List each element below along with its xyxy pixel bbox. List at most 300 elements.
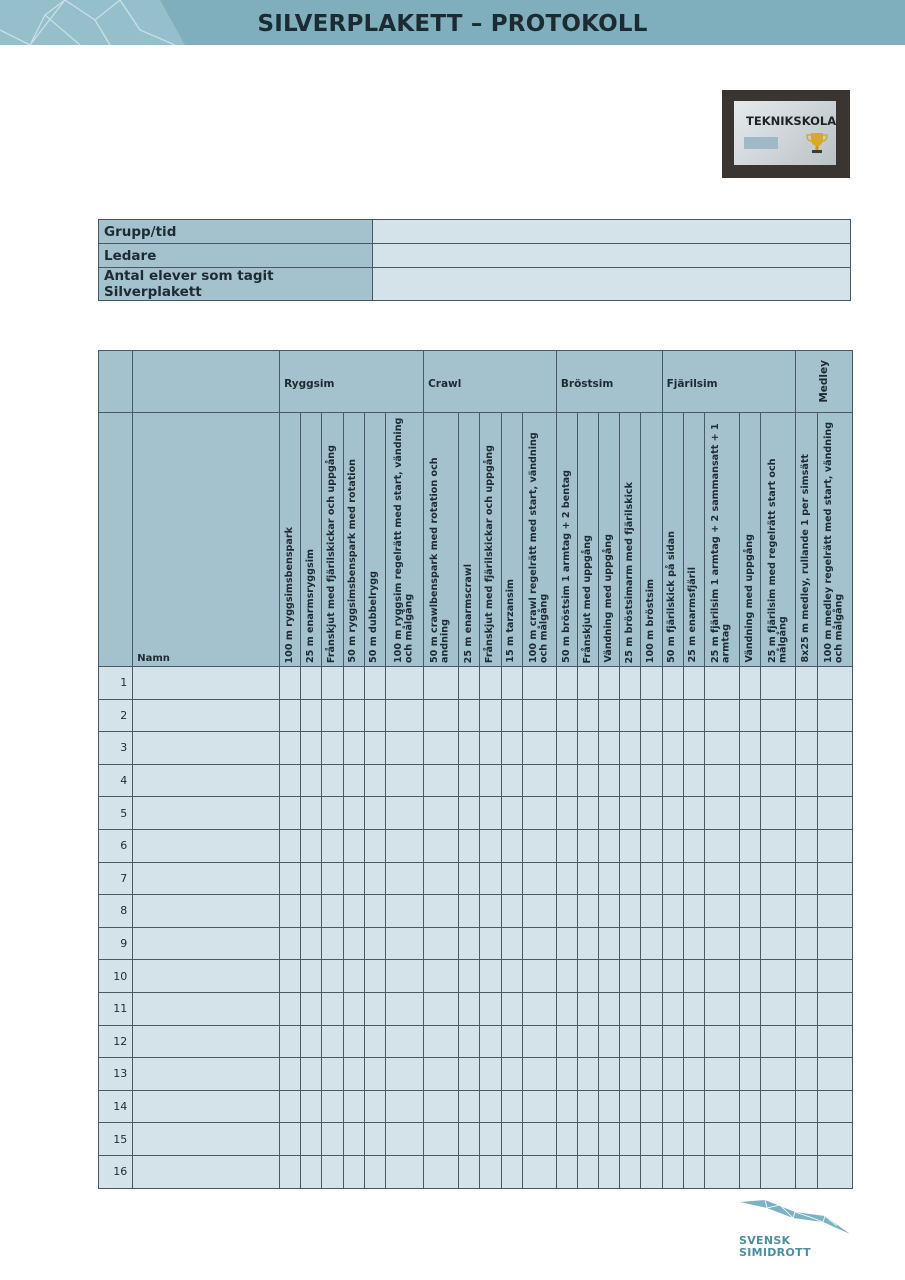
check-cell[interactable]: [385, 1090, 423, 1123]
check-cell[interactable]: [364, 1155, 385, 1188]
check-cell[interactable]: [459, 992, 480, 1025]
check-cell[interactable]: [280, 1123, 301, 1156]
check-cell[interactable]: [796, 992, 817, 1025]
check-cell[interactable]: [322, 829, 343, 862]
check-cell[interactable]: [620, 927, 641, 960]
check-cell[interactable]: [761, 960, 796, 993]
info-value-field[interactable]: [373, 244, 851, 268]
check-cell[interactable]: [817, 667, 852, 700]
check-cell[interactable]: [301, 667, 322, 700]
check-cell[interactable]: [704, 895, 739, 928]
check-cell[interactable]: [459, 1025, 480, 1058]
check-cell[interactable]: [480, 1155, 501, 1188]
check-cell[interactable]: [301, 1058, 322, 1091]
check-cell[interactable]: [817, 829, 852, 862]
check-cell[interactable]: [280, 862, 301, 895]
name-cell[interactable]: [133, 732, 280, 765]
check-cell[interactable]: [385, 895, 423, 928]
check-cell[interactable]: [480, 829, 501, 862]
check-cell[interactable]: [761, 992, 796, 1025]
check-cell[interactable]: [459, 1123, 480, 1156]
check-cell[interactable]: [501, 895, 522, 928]
check-cell[interactable]: [459, 667, 480, 700]
check-cell[interactable]: [301, 1155, 322, 1188]
check-cell[interactable]: [459, 699, 480, 732]
check-cell[interactable]: [480, 895, 501, 928]
check-cell[interactable]: [704, 1058, 739, 1091]
check-cell[interactable]: [301, 927, 322, 960]
check-cell[interactable]: [556, 960, 577, 993]
check-cell[interactable]: [280, 895, 301, 928]
check-cell[interactable]: [662, 1090, 683, 1123]
check-cell[interactable]: [424, 895, 459, 928]
check-cell[interactable]: [761, 1123, 796, 1156]
check-cell[interactable]: [683, 797, 704, 830]
check-cell[interactable]: [364, 927, 385, 960]
check-cell[interactable]: [641, 1058, 662, 1091]
check-cell[interactable]: [817, 1123, 852, 1156]
check-cell[interactable]: [817, 992, 852, 1025]
check-cell[interactable]: [501, 667, 522, 700]
check-cell[interactable]: [796, 667, 817, 700]
check-cell[interactable]: [556, 862, 577, 895]
check-cell[interactable]: [343, 1090, 364, 1123]
check-cell[interactable]: [620, 797, 641, 830]
check-cell[interactable]: [280, 699, 301, 732]
check-cell[interactable]: [480, 960, 501, 993]
check-cell[interactable]: [578, 862, 599, 895]
check-cell[interactable]: [683, 862, 704, 895]
check-cell[interactable]: [662, 862, 683, 895]
check-cell[interactable]: [522, 732, 556, 765]
check-cell[interactable]: [322, 764, 343, 797]
check-cell[interactable]: [796, 829, 817, 862]
check-cell[interactable]: [556, 895, 577, 928]
check-cell[interactable]: [501, 1025, 522, 1058]
check-cell[interactable]: [556, 667, 577, 700]
check-cell[interactable]: [761, 797, 796, 830]
name-cell[interactable]: [133, 927, 280, 960]
check-cell[interactable]: [480, 1123, 501, 1156]
check-cell[interactable]: [322, 667, 343, 700]
check-cell[interactable]: [662, 992, 683, 1025]
check-cell[interactable]: [740, 699, 761, 732]
check-cell[interactable]: [480, 862, 501, 895]
check-cell[interactable]: [480, 732, 501, 765]
check-cell[interactable]: [301, 764, 322, 797]
check-cell[interactable]: [796, 1155, 817, 1188]
check-cell[interactable]: [704, 1090, 739, 1123]
name-cell[interactable]: [133, 1155, 280, 1188]
check-cell[interactable]: [683, 992, 704, 1025]
check-cell[interactable]: [578, 992, 599, 1025]
check-cell[interactable]: [424, 797, 459, 830]
check-cell[interactable]: [459, 829, 480, 862]
check-cell[interactable]: [599, 732, 620, 765]
check-cell[interactable]: [280, 829, 301, 862]
check-cell[interactable]: [641, 764, 662, 797]
check-cell[interactable]: [704, 1025, 739, 1058]
check-cell[interactable]: [424, 960, 459, 993]
check-cell[interactable]: [662, 829, 683, 862]
check-cell[interactable]: [424, 992, 459, 1025]
check-cell[interactable]: [641, 992, 662, 1025]
check-cell[interactable]: [343, 1123, 364, 1156]
check-cell[interactable]: [556, 829, 577, 862]
check-cell[interactable]: [704, 699, 739, 732]
check-cell[interactable]: [740, 1025, 761, 1058]
check-cell[interactable]: [424, 862, 459, 895]
check-cell[interactable]: [322, 1123, 343, 1156]
check-cell[interactable]: [641, 829, 662, 862]
check-cell[interactable]: [385, 927, 423, 960]
check-cell[interactable]: [522, 1123, 556, 1156]
check-cell[interactable]: [662, 699, 683, 732]
check-cell[interactable]: [704, 667, 739, 700]
check-cell[interactable]: [385, 699, 423, 732]
check-cell[interactable]: [556, 1155, 577, 1188]
check-cell[interactable]: [761, 927, 796, 960]
check-cell[interactable]: [424, 732, 459, 765]
check-cell[interactable]: [364, 960, 385, 993]
check-cell[interactable]: [364, 1090, 385, 1123]
check-cell[interactable]: [343, 667, 364, 700]
check-cell[interactable]: [620, 829, 641, 862]
check-cell[interactable]: [556, 699, 577, 732]
check-cell[interactable]: [641, 895, 662, 928]
check-cell[interactable]: [817, 927, 852, 960]
check-cell[interactable]: [556, 927, 577, 960]
check-cell[interactable]: [280, 1025, 301, 1058]
check-cell[interactable]: [343, 1058, 364, 1091]
check-cell[interactable]: [301, 862, 322, 895]
check-cell[interactable]: [385, 829, 423, 862]
check-cell[interactable]: [459, 1090, 480, 1123]
check-cell[interactable]: [578, 797, 599, 830]
check-cell[interactable]: [704, 992, 739, 1025]
check-cell[interactable]: [501, 992, 522, 1025]
check-cell[interactable]: [599, 829, 620, 862]
check-cell[interactable]: [364, 1058, 385, 1091]
check-cell[interactable]: [599, 1090, 620, 1123]
check-cell[interactable]: [761, 1058, 796, 1091]
check-cell[interactable]: [385, 1123, 423, 1156]
check-cell[interactable]: [662, 764, 683, 797]
name-cell[interactable]: [133, 764, 280, 797]
check-cell[interactable]: [817, 960, 852, 993]
check-cell[interactable]: [578, 1155, 599, 1188]
check-cell[interactable]: [578, 732, 599, 765]
check-cell[interactable]: [796, 927, 817, 960]
check-cell[interactable]: [556, 732, 577, 765]
check-cell[interactable]: [556, 992, 577, 1025]
check-cell[interactable]: [343, 829, 364, 862]
check-cell[interactable]: [424, 764, 459, 797]
check-cell[interactable]: [796, 862, 817, 895]
check-cell[interactable]: [761, 1090, 796, 1123]
info-value-field[interactable]: [373, 220, 851, 244]
check-cell[interactable]: [641, 1155, 662, 1188]
check-cell[interactable]: [424, 1090, 459, 1123]
check-cell[interactable]: [364, 797, 385, 830]
check-cell[interactable]: [280, 1058, 301, 1091]
check-cell[interactable]: [480, 1025, 501, 1058]
check-cell[interactable]: [385, 1025, 423, 1058]
check-cell[interactable]: [364, 667, 385, 700]
check-cell[interactable]: [480, 699, 501, 732]
check-cell[interactable]: [704, 862, 739, 895]
check-cell[interactable]: [301, 1025, 322, 1058]
check-cell[interactable]: [522, 764, 556, 797]
check-cell[interactable]: [683, 927, 704, 960]
check-cell[interactable]: [704, 797, 739, 830]
check-cell[interactable]: [662, 927, 683, 960]
check-cell[interactable]: [480, 1090, 501, 1123]
check-cell[interactable]: [704, 960, 739, 993]
check-cell[interactable]: [480, 797, 501, 830]
check-cell[interactable]: [280, 797, 301, 830]
check-cell[interactable]: [641, 1025, 662, 1058]
check-cell[interactable]: [761, 699, 796, 732]
check-cell[interactable]: [740, 895, 761, 928]
check-cell[interactable]: [740, 1090, 761, 1123]
check-cell[interactable]: [740, 927, 761, 960]
check-cell[interactable]: [578, 1058, 599, 1091]
check-cell[interactable]: [761, 764, 796, 797]
check-cell[interactable]: [301, 1090, 322, 1123]
name-cell[interactable]: [133, 1058, 280, 1091]
check-cell[interactable]: [364, 895, 385, 928]
name-cell[interactable]: [133, 862, 280, 895]
check-cell[interactable]: [459, 797, 480, 830]
check-cell[interactable]: [683, 732, 704, 765]
name-cell[interactable]: [133, 1123, 280, 1156]
check-cell[interactable]: [817, 1025, 852, 1058]
check-cell[interactable]: [522, 797, 556, 830]
check-cell[interactable]: [385, 862, 423, 895]
check-cell[interactable]: [280, 667, 301, 700]
check-cell[interactable]: [322, 797, 343, 830]
check-cell[interactable]: [796, 895, 817, 928]
check-cell[interactable]: [620, 1090, 641, 1123]
check-cell[interactable]: [480, 667, 501, 700]
check-cell[interactable]: [556, 1058, 577, 1091]
check-cell[interactable]: [459, 1155, 480, 1188]
check-cell[interactable]: [641, 862, 662, 895]
check-cell[interactable]: [796, 699, 817, 732]
check-cell[interactable]: [322, 1155, 343, 1188]
check-cell[interactable]: [662, 1058, 683, 1091]
check-cell[interactable]: [501, 699, 522, 732]
name-cell[interactable]: [133, 895, 280, 928]
check-cell[interactable]: [620, 1155, 641, 1188]
check-cell[interactable]: [817, 895, 852, 928]
check-cell[interactable]: [578, 960, 599, 993]
check-cell[interactable]: [343, 960, 364, 993]
check-cell[interactable]: [556, 1025, 577, 1058]
check-cell[interactable]: [683, 764, 704, 797]
check-cell[interactable]: [620, 862, 641, 895]
check-cell[interactable]: [322, 1058, 343, 1091]
check-cell[interactable]: [740, 1058, 761, 1091]
check-cell[interactable]: [817, 797, 852, 830]
check-cell[interactable]: [459, 960, 480, 993]
check-cell[interactable]: [343, 764, 364, 797]
check-cell[interactable]: [796, 1058, 817, 1091]
check-cell[interactable]: [501, 927, 522, 960]
name-cell[interactable]: [133, 829, 280, 862]
check-cell[interactable]: [620, 699, 641, 732]
check-cell[interactable]: [641, 732, 662, 765]
check-cell[interactable]: [578, 699, 599, 732]
check-cell[interactable]: [740, 992, 761, 1025]
check-cell[interactable]: [683, 1090, 704, 1123]
check-cell[interactable]: [662, 667, 683, 700]
check-cell[interactable]: [364, 732, 385, 765]
check-cell[interactable]: [385, 732, 423, 765]
check-cell[interactable]: [599, 1155, 620, 1188]
check-cell[interactable]: [620, 667, 641, 700]
check-cell[interactable]: [641, 927, 662, 960]
check-cell[interactable]: [683, 1155, 704, 1188]
check-cell[interactable]: [599, 862, 620, 895]
check-cell[interactable]: [740, 862, 761, 895]
check-cell[interactable]: [343, 699, 364, 732]
name-cell[interactable]: [133, 667, 280, 700]
check-cell[interactable]: [501, 732, 522, 765]
check-cell[interactable]: [662, 1155, 683, 1188]
check-cell[interactable]: [480, 927, 501, 960]
check-cell[interactable]: [740, 960, 761, 993]
check-cell[interactable]: [796, 1090, 817, 1123]
check-cell[interactable]: [620, 960, 641, 993]
check-cell[interactable]: [522, 960, 556, 993]
check-cell[interactable]: [796, 732, 817, 765]
check-cell[interactable]: [501, 960, 522, 993]
check-cell[interactable]: [761, 829, 796, 862]
check-cell[interactable]: [301, 992, 322, 1025]
check-cell[interactable]: [662, 1025, 683, 1058]
check-cell[interactable]: [364, 699, 385, 732]
check-cell[interactable]: [480, 764, 501, 797]
check-cell[interactable]: [364, 862, 385, 895]
check-cell[interactable]: [522, 895, 556, 928]
check-cell[interactable]: [424, 1123, 459, 1156]
check-cell[interactable]: [662, 960, 683, 993]
check-cell[interactable]: [740, 764, 761, 797]
check-cell[interactable]: [578, 895, 599, 928]
check-cell[interactable]: [683, 1058, 704, 1091]
name-cell[interactable]: [133, 992, 280, 1025]
check-cell[interactable]: [322, 732, 343, 765]
check-cell[interactable]: [817, 764, 852, 797]
check-cell[interactable]: [662, 1123, 683, 1156]
check-cell[interactable]: [556, 1123, 577, 1156]
check-cell[interactable]: [599, 927, 620, 960]
check-cell[interactable]: [480, 1058, 501, 1091]
check-cell[interactable]: [322, 1090, 343, 1123]
check-cell[interactable]: [424, 1155, 459, 1188]
check-cell[interactable]: [796, 764, 817, 797]
check-cell[interactable]: [343, 732, 364, 765]
check-cell[interactable]: [683, 1025, 704, 1058]
check-cell[interactable]: [385, 667, 423, 700]
check-cell[interactable]: [641, 1123, 662, 1156]
check-cell[interactable]: [817, 1090, 852, 1123]
check-cell[interactable]: [662, 797, 683, 830]
check-cell[interactable]: [641, 1090, 662, 1123]
info-value-field[interactable]: [373, 268, 851, 301]
check-cell[interactable]: [761, 895, 796, 928]
check-cell[interactable]: [620, 895, 641, 928]
check-cell[interactable]: [641, 960, 662, 993]
check-cell[interactable]: [817, 1058, 852, 1091]
check-cell[interactable]: [343, 992, 364, 1025]
check-cell[interactable]: [501, 829, 522, 862]
check-cell[interactable]: [343, 927, 364, 960]
check-cell[interactable]: [280, 732, 301, 765]
check-cell[interactable]: [459, 895, 480, 928]
check-cell[interactable]: [322, 699, 343, 732]
check-cell[interactable]: [740, 829, 761, 862]
check-cell[interactable]: [740, 1123, 761, 1156]
check-cell[interactable]: [761, 667, 796, 700]
check-cell[interactable]: [459, 927, 480, 960]
check-cell[interactable]: [424, 1058, 459, 1091]
check-cell[interactable]: [620, 1058, 641, 1091]
check-cell[interactable]: [522, 699, 556, 732]
check-cell[interactable]: [761, 1025, 796, 1058]
check-cell[interactable]: [280, 764, 301, 797]
check-cell[interactable]: [322, 927, 343, 960]
check-cell[interactable]: [662, 895, 683, 928]
check-cell[interactable]: [620, 992, 641, 1025]
check-cell[interactable]: [578, 667, 599, 700]
check-cell[interactable]: [683, 1123, 704, 1156]
check-cell[interactable]: [641, 699, 662, 732]
name-cell[interactable]: [133, 1025, 280, 1058]
check-cell[interactable]: [301, 829, 322, 862]
name-cell[interactable]: [133, 699, 280, 732]
check-cell[interactable]: [501, 764, 522, 797]
check-cell[interactable]: [480, 992, 501, 1025]
check-cell[interactable]: [578, 829, 599, 862]
check-cell[interactable]: [556, 764, 577, 797]
check-cell[interactable]: [740, 1155, 761, 1188]
check-cell[interactable]: [322, 960, 343, 993]
check-cell[interactable]: [620, 764, 641, 797]
check-cell[interactable]: [322, 862, 343, 895]
check-cell[interactable]: [704, 1123, 739, 1156]
check-cell[interactable]: [424, 699, 459, 732]
check-cell[interactable]: [343, 895, 364, 928]
check-cell[interactable]: [740, 797, 761, 830]
check-cell[interactable]: [599, 699, 620, 732]
check-cell[interactable]: [578, 1123, 599, 1156]
check-cell[interactable]: [599, 667, 620, 700]
check-cell[interactable]: [280, 960, 301, 993]
check-cell[interactable]: [704, 829, 739, 862]
check-cell[interactable]: [501, 1058, 522, 1091]
check-cell[interactable]: [683, 960, 704, 993]
check-cell[interactable]: [599, 1123, 620, 1156]
check-cell[interactable]: [424, 667, 459, 700]
check-cell[interactable]: [683, 667, 704, 700]
check-cell[interactable]: [501, 1123, 522, 1156]
check-cell[interactable]: [343, 862, 364, 895]
check-cell[interactable]: [599, 1058, 620, 1091]
check-cell[interactable]: [578, 764, 599, 797]
